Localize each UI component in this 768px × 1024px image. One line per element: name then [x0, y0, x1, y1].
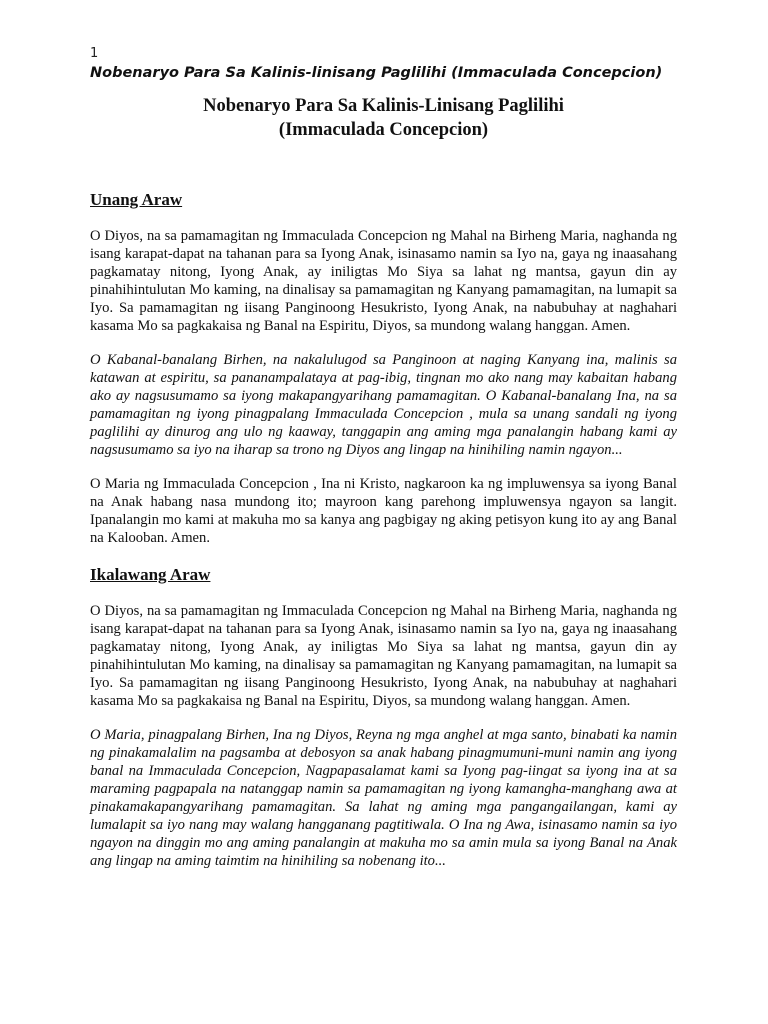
prayer-paragraph: O Diyos, na sa pamamagitan ng Immaculada Concepcion ng Mahal na Birheng Maria, naghanda ng isang karapat-dapat na tahanan para sa Iyong Anak, isinasamo namin sa Iyo na, gaya ng inaasahang pagkamatay nitong, Iyong Anak, ay iniligtas Mo Siya sa lahat ng mantsa, gayun din ay pinahihintulutan Mo kaming, na dinalisay sa pamamagitan ng Kanyang pamamagitan, na lumapit sa Iyo. Sa pamamagitan ng iisang Panginoong Hesukristo, Iyong Anak, na nabubuhay at naghahari kasama Mo sa pagkakaisa ng Banal na Espiritu, Diyos, sa mundong walang hanggan. Amen.	[90, 228, 677, 334]
prayer-paragraph: O Maria ng Immaculada Concepcion , Ina ni Kristo, nagkaroon ka ng impluwensya sa iyong Banal na Anak habang nasa mundong ito; mayroon kang parehong impluwensya ngayon sa langit. Ipanalangin mo kami at makuha mo sa kanya ang pagbigay ng aking petisyon kung ito ay ang Banal na Kalooban. Amen.	[90, 476, 677, 546]
section-heading-ikalawang-araw: Ikalawang Araw	[90, 565, 211, 584]
title-line-1: Nobenaryo Para Sa Kalinis-Linisang Paglilihi	[203, 96, 564, 116]
title-line-2: (Immaculada Concepcion)	[278, 120, 489, 140]
running-header: Nobenaryo Para Sa Kalinis-linisang Paglilihi (Immaculada Concepcion)	[90, 65, 663, 81]
prayer-paragraph: O Kabanal-banalang Birhen, na nakalulugod sa Panginoon at naging Kanyang ina, malinis sa katawan at espiritu, sa pananampalataya at pag-ibig, tingnan mo ako nang may kabaitan habang ako ay nagsusumamo sa iyong makapangyarihang pamamagitan. O Kabanal-banalang Ina, na sa pamamagitan ng iyong pinagpalang Immaculada Concepcion , mula sa unang sandali ng iyong paglilihi ay dinurog ang ulo ng kaaway, tanggapin ang aming mga panalangin habang kami ay nagsusumamo sa iyo na iharap sa trono ng Diyos ang lingap na hinihiling namin ngayon...	[90, 352, 677, 458]
document-body	[90, 94, 677, 870]
document-title	[90, 94, 677, 142]
prayer-paragraph: O Maria, pinagpalang Birhen, Ina ng Diyos, Reyna ng mga anghel at mga santo, binabati ka namin ng pinakamalalim na pagsamba at debosyon sa anak habang pinagmumuni-muni namin ang iyong banal na Immaculada Concepcion, Nagpapasalamat kami sa Iyong pag-iingat sa iyong ina at sa maraming pagpapala na natanggap namin sa pamamagitan ng iyong kamangha-manghang awa at pinakamakapangyarihang pamamagitan. Sa lahat ng aming mga pangangailangan, kami ay lumalapit sa iyo nang may walang hangganang pagtitiwala. O Ina ng Awa, isinasamo namin sa iyo ngayon na dinggin mo ang aming panalangin at makuha mo sa amin mula sa iyong Banal na Anak ang lingap na aming taimtim na hinihiling sa nobenang ito...	[90, 727, 677, 869]
prayer-paragraph: O Diyos, na sa pamamagitan ng Immaculada Concepcion ng Mahal na Birheng Maria, naghanda ng isang karapat-dapat na tahanan para sa Iyong Anak, isinasamo namin sa Iyo na, gaya ng inaasahang pagkamatay nitong, Iyong Anak, ay iniligtas Mo Siya sa lahat ng mantsa, gayun din ay pinahihintulutan Mo kaming, na dinalisay sa pamamagitan ng Kanyang pamamagitan, na lumapit sa Iyo. Sa pamamagitan ng iisang Panginoong Hesukristo, Iyong Anak, na nabubuhay at naghahari kasama Mo sa pagkakaisa ng Banal na Espiritu, Diyos, sa mundong walang hanggan. Amen.	[90, 603, 677, 709]
page-number: 1	[90, 46, 99, 61]
section-heading-unang-araw: Unang Araw	[90, 190, 183, 209]
